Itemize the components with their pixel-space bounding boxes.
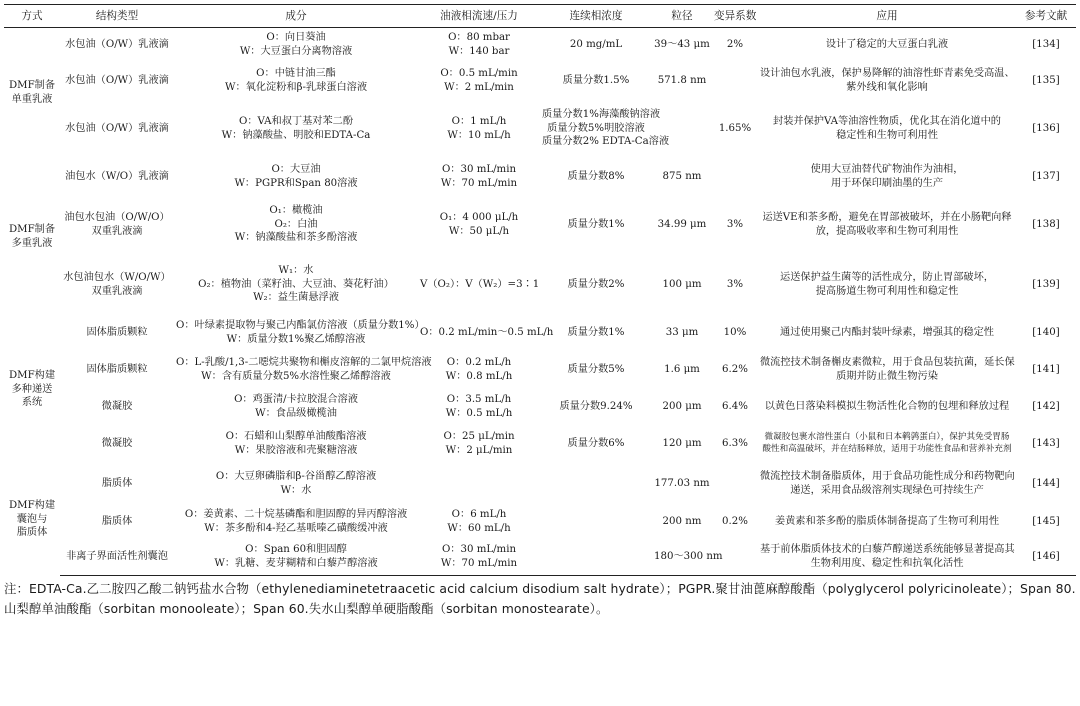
cell-line: 微凝胶 — [101, 400, 133, 412]
concentration-cell — [540, 158, 652, 196]
cell-line: W：乳糖、麦芽糊精和白藜芦醇溶液 — [214, 558, 378, 570]
cell-line: W：50 μL/h — [448, 225, 510, 237]
particle-size-cell: 200 nm — [662, 515, 702, 527]
cell-line: W：70 mL/min — [440, 558, 518, 570]
application-cell — [758, 350, 1016, 390]
cell-line: 基于前体脂质体技术的白藜芦醇递送系统能够显著提高其 — [760, 544, 1015, 556]
flow-rate-cell — [418, 350, 540, 390]
application-cell — [758, 424, 1016, 464]
cell-line: 质量分数1% — [567, 218, 625, 230]
cell-line: W：果胶溶液和壳聚糖溶液 — [234, 444, 358, 456]
flow-rate-cell — [418, 28, 540, 62]
cell-line: 囊泡与 — [16, 513, 48, 525]
cell-line: 水包油（O/W）乳液滴 — [65, 38, 169, 50]
application-cell — [758, 62, 1016, 100]
cell-line: W：0.8 mL/h — [445, 370, 513, 382]
cell-line: 酸性和高温破坏，并在结肠释放，适用于功能性食品和营养补充剂 — [762, 443, 1012, 454]
method-cell — [4, 158, 60, 316]
composition-cell — [174, 100, 418, 158]
reference-cell: [145] — [1032, 515, 1060, 527]
table-container — [4, 4, 1076, 618]
cell-line: O：80 mbar — [448, 31, 510, 43]
structure-type-cell — [60, 196, 174, 254]
cell-line: 质量分数9.24% — [559, 400, 633, 412]
cv-cell: 6.3% — [722, 437, 748, 449]
cell-line: 质量分数5%明胶溶液 — [547, 122, 645, 134]
cell-line: 水包油包水（W/O/W） — [63, 271, 171, 283]
cell-line: 双重乳液滴 — [91, 225, 143, 237]
cell-line: 质量分数8% — [567, 170, 625, 182]
cell-line: 固体脂质颗粒 — [86, 326, 148, 338]
cell-line: DMF构建 — [8, 369, 56, 381]
particle-size-cell: 39～43 μm — [654, 38, 710, 50]
flow-rate-cell — [418, 390, 540, 424]
reference-cell: [137] — [1032, 170, 1060, 182]
cell-line: 稳定性和生物可利用性 — [836, 129, 938, 141]
table-footnote: 注：EDTA-Ca.乙二胺四乙酸二钠钙盐水合物（ethylenediaminetetraacetic acid calcium disodium salt hydrate）；PGPR.聚甘油蓖麻醇酸酯（polyglycerol polyricinoleate）；Span 80.山梨醇单油酸酯（sorbitan monooleate）；Span 60.失水山梨醇单硬脂酸酯（sorbitan monostearate）。 — [4, 581, 1076, 616]
cell-line: 多种递送 — [11, 383, 53, 395]
table-row — [4, 350, 1076, 390]
application-cell — [758, 464, 1016, 504]
header-row — [4, 5, 1076, 28]
cell-line: 使用大豆油替代矿物油作为油相， — [810, 163, 964, 175]
reference-cell: [144] — [1032, 477, 1060, 489]
header-cell: 粒径 — [652, 5, 712, 28]
composition-cell — [174, 316, 425, 350]
particle-size-cell: 1.6 μm — [664, 363, 700, 375]
table-row — [4, 158, 1076, 196]
data-table — [4, 4, 1076, 576]
cell-line: 紫外线和氧化影响 — [846, 81, 928, 93]
structure-type-cell — [60, 316, 174, 350]
cell-line: W：60 mL/h — [447, 522, 511, 534]
cell-line: 质期并防止微生物污染 — [836, 370, 938, 382]
cell-line: W：140 bar — [448, 45, 510, 57]
particle-size-cell: 33 μm — [665, 326, 699, 338]
application-cell — [758, 316, 1016, 350]
application-cell — [758, 540, 1016, 576]
header-cell: 方式 — [4, 5, 60, 28]
cell-line: DMF制备 — [8, 79, 56, 91]
cv-cell — [712, 62, 758, 100]
composition-cell — [174, 424, 418, 464]
concentration-cell — [540, 390, 652, 424]
reference-cell: [135] — [1032, 74, 1060, 86]
cell-line: 放，提高吸收率和生物可利用性 — [815, 225, 959, 237]
cv-cell: 1.65% — [718, 122, 752, 134]
cell-line: 质量分数6% — [567, 437, 625, 449]
header-cell: 应用 — [758, 5, 1016, 28]
application-cell — [758, 254, 1016, 316]
composition-cell — [174, 158, 418, 196]
reference-cell: [141] — [1032, 363, 1060, 375]
cell-line: 用于环保印刷油墨的生产 — [830, 177, 944, 189]
cell-line: 系统 — [21, 397, 43, 409]
cell-line: W₂：益生菌悬浮液 — [253, 292, 339, 304]
cell-line: 运送VE和茶多酚，避免在胃部被破坏，并在小肠靶向释 — [762, 211, 1012, 223]
application-cell — [758, 158, 1016, 196]
application-cell — [758, 196, 1016, 254]
structure-type-cell — [60, 390, 174, 424]
particle-size-cell: 571.8 nm — [657, 74, 707, 86]
cell-line: O：0.2 mL/h — [446, 356, 512, 368]
cell-line: O₁：4 000 μL/h — [439, 211, 519, 223]
reference-cell: [134] — [1032, 38, 1060, 50]
cell-line: 脂质体 — [101, 477, 133, 489]
cv-cell: 0.2% — [722, 515, 748, 527]
application-cell — [758, 390, 1016, 424]
table-row — [4, 424, 1076, 464]
flow-rate-cell — [418, 196, 540, 254]
cv-cell: 10% — [723, 326, 747, 338]
concentration-cell — [540, 350, 652, 390]
cell-line: O：鸡蛋清/卡拉胶混合溶液 — [234, 393, 358, 405]
cell-line: W：水 — [280, 484, 312, 496]
composition-cell — [174, 254, 418, 316]
cell-line: DMF构建 — [8, 499, 56, 511]
composition-cell — [174, 196, 418, 254]
cell-line: W：2 mL/min — [444, 81, 514, 93]
cell-line: W：钠藻酸盐和茶多酚溶液 — [234, 232, 358, 244]
cell-line: 脂质体 — [16, 527, 48, 539]
flow-rate-cell — [418, 254, 540, 316]
table-row — [4, 196, 1076, 254]
header-cell: 参考文献 — [1016, 5, 1076, 28]
cv-cell: 3% — [726, 278, 744, 290]
application-cell — [758, 28, 1016, 62]
cell-line: O：30 mL/min — [441, 163, 517, 175]
cell-line: 质量分数1% — [567, 326, 625, 338]
cv-cell: 2% — [726, 38, 744, 50]
cell-line: O：30 mL/min — [441, 544, 517, 556]
composition-cell — [174, 464, 418, 504]
cell-line: 微流控技术制备脂质体，用于食品功能性成分和药物靶向 — [760, 470, 1015, 482]
cell-line: W：质量分数1%聚乙烯醇溶液 — [226, 333, 366, 345]
cv-cell: 6.4% — [722, 400, 748, 412]
particle-size-cell — [652, 100, 712, 158]
reference-cell: [140] — [1032, 326, 1060, 338]
structure-type-cell — [60, 350, 174, 390]
application-cell — [758, 100, 1016, 158]
application-cell — [758, 504, 1016, 540]
cell-line: 质量分数1.5% — [562, 74, 630, 86]
table-row — [4, 28, 1076, 62]
concentration-cell — [540, 100, 670, 158]
reference-cell: [138] — [1032, 218, 1060, 230]
table-body — [4, 28, 1076, 576]
cell-line: O：中链甘油三酯 — [256, 67, 336, 79]
cell-line: O：VA和叔丁基对苯二酚 — [238, 115, 354, 127]
table-row — [4, 62, 1076, 100]
particle-size-cell: 875 nm — [662, 170, 702, 182]
structure-type-cell — [60, 28, 174, 62]
structure-type-cell — [60, 540, 174, 576]
cell-line: W：0.5 mL/h — [445, 407, 513, 419]
cell-line: DMF制备 — [8, 223, 56, 235]
cell-line: 质量分数2% — [567, 278, 625, 290]
cell-line: V（O₂）：V（W₂）=3∶1 — [420, 278, 540, 290]
concentration-cell — [540, 504, 652, 540]
cell-line: W：含有质量分数5%水溶性聚乙烯醇溶液 — [201, 370, 391, 382]
reference-cell: [136] — [1032, 122, 1060, 134]
cell-line: 水包油（O/W）乳液滴 — [65, 74, 169, 86]
cell-line: 微凝胶 — [101, 437, 133, 449]
composition-cell — [174, 350, 432, 390]
structure-type-cell — [60, 62, 174, 100]
table-row — [4, 390, 1076, 424]
cell-line: 多重乳液 — [11, 237, 53, 249]
reference-cell: [139] — [1032, 278, 1060, 290]
cell-line: O：叶绿素提取物与聚己内酯氯仿溶液（质量分数1%） — [176, 319, 425, 331]
particle-size-cell: 200 μm — [662, 400, 702, 412]
cell-line: O：向日葵油 — [266, 31, 326, 43]
particle-size-cell: 34.99 μm — [657, 218, 707, 230]
cell-line: W：大豆蛋白分离物溶液 — [239, 45, 353, 57]
flow-rate-cell — [418, 464, 540, 504]
method-cell — [4, 28, 60, 158]
cell-line: 20 mg/mL — [569, 38, 623, 50]
concentration-cell — [540, 316, 652, 350]
particle-size-cell: 100 μm — [662, 278, 702, 290]
cell-line: 通过使用聚己内酯封装叶绿素，增强其的稳定性 — [780, 326, 994, 338]
cell-line: O：1 mL/h — [451, 115, 507, 127]
concentration-cell — [540, 196, 652, 254]
cell-line: W：2 μL/min — [445, 444, 513, 456]
cell-line: 质量分数1%海藻酸钠溶液 — [542, 108, 661, 120]
cell-line: 封装并保护VA等油溶性物质，优化其在消化道中的 — [773, 115, 1001, 127]
cell-line: O：6 mL/h — [451, 508, 507, 520]
cell-line: O₂：植物油（菜籽油、大豆油、葵花籽油） — [198, 278, 394, 290]
concentration-cell — [540, 254, 652, 316]
cell-line: W：70 mL/min — [440, 177, 518, 189]
cell-line: 水包油（O/W）乳液滴 — [65, 122, 169, 134]
cell-line: W：钠藻酸盐、明胶和EDTA-Ca — [221, 129, 371, 141]
header-cell: 变异系数 — [712, 5, 758, 28]
header-cell: 成分 — [174, 5, 418, 28]
concentration-cell — [540, 464, 652, 504]
cell-line: W：茶多酚和4-羟乙基哌嗪乙磺酸缓冲液 — [204, 522, 388, 534]
header-cell: 油液相流速/压力 — [418, 5, 540, 28]
cell-line: 脂质体 — [101, 515, 133, 527]
flow-rate-cell — [418, 504, 540, 540]
cell-line: O：大豆油 — [271, 163, 321, 175]
flow-rate-cell — [418, 540, 540, 576]
cell-line: 油包水（W/O）乳液滴 — [65, 170, 169, 182]
reference-cell: [146] — [1016, 540, 1076, 576]
concentration-cell — [540, 424, 652, 464]
cv-cell: 6.2% — [722, 363, 748, 375]
cell-line: 递送，采用食品级溶剂实现绿色可持续生产 — [790, 484, 984, 496]
flow-rate-cell — [418, 424, 540, 464]
cv-cell — [712, 464, 758, 504]
cell-line: O：石蜡和山梨醇单油酸酯溶液 — [225, 430, 367, 442]
table-row — [4, 504, 1076, 540]
flow-rate-cell — [418, 62, 540, 100]
cell-line: O：3.5 mL/h — [446, 393, 512, 405]
composition-cell — [174, 540, 418, 576]
particle-size-cell: 177.03 nm — [654, 477, 710, 489]
cell-line: 质量分数5% — [567, 363, 625, 375]
table-row — [4, 540, 1076, 576]
concentration-cell — [540, 28, 652, 62]
particle-size-cell: 120 μm — [662, 437, 702, 449]
cv-cell: 3% — [726, 218, 744, 230]
concentration-cell — [540, 540, 652, 576]
cell-line: O：0.2 mL/min～0.5 mL/h — [420, 326, 554, 338]
cell-line: 运送保护益生菌等的活性成分，防止胃部破坏， — [780, 271, 994, 283]
cell-line: W：氧化淀粉和β-乳球蛋白溶液 — [224, 81, 368, 93]
reference-cell: [143] — [1032, 437, 1060, 449]
header-cell: 连续相浓度 — [540, 5, 652, 28]
structure-type-cell — [60, 504, 174, 540]
cell-line: 以黄色日落染料模拟生物活性化合物的包埋和释放过程 — [764, 400, 1010, 412]
cell-line: 设计了稳定的大豆蛋白乳液 — [825, 38, 949, 50]
flow-rate-cell — [418, 316, 554, 350]
cell-line: 微凝胶包裹水溶性蛋白（小鼠和日本鹌鹑蛋白），保护其免受胃肠 — [764, 431, 1010, 442]
cell-line: O：0.5 mL/min — [440, 67, 518, 79]
composition-cell — [174, 390, 418, 424]
reference-cell: [142] — [1032, 400, 1060, 412]
header-cell: 结构类型 — [60, 5, 174, 28]
cell-line: 姜黄素和茶多酚的脂质体制备提高了生物可利用性 — [774, 515, 1000, 527]
cell-line: W：食品级橄榄油 — [255, 407, 337, 419]
cell-line: 固体脂质颗粒 — [86, 363, 148, 375]
flow-rate-cell — [418, 100, 540, 158]
cell-line: O₁：橄榄油 — [269, 204, 323, 216]
cell-line: O：25 μL/min — [443, 430, 515, 442]
composition-cell — [174, 28, 418, 62]
table-row — [4, 254, 1076, 316]
structure-type-cell — [60, 254, 174, 316]
concentration-cell — [540, 62, 652, 100]
cell-line: O：Span 60和胆固醇 — [245, 544, 347, 556]
table-row — [4, 100, 1076, 158]
structure-type-cell — [60, 464, 174, 504]
structure-type-cell — [60, 424, 174, 464]
cell-line: 双重乳液滴 — [91, 285, 143, 297]
cell-line: O：L-乳酸/1,3-二噁烷共聚物和槲皮溶解的二氯甲烷溶液 — [176, 356, 432, 368]
composition-cell — [174, 504, 418, 540]
table-row — [4, 316, 1076, 350]
cell-line: 油包水包油（O/W/O） — [64, 211, 170, 223]
cell-line: 微流控技术制备槲皮素微粒，用于食品包装抗菌，延长保 — [760, 356, 1015, 368]
composition-cell — [174, 62, 418, 100]
structure-type-cell — [60, 100, 174, 158]
cell-line: W：10 mL/h — [447, 129, 511, 141]
cell-line: W：PGPR和Span 80溶液 — [234, 177, 358, 189]
cell-line: 单重乳液 — [11, 93, 53, 105]
cell-line: O：大豆卵磷脂和β-谷甾醇乙醇溶液 — [215, 470, 377, 482]
cell-line: 非离子界面活性剂囊泡 — [66, 551, 168, 563]
method-cell — [4, 316, 60, 464]
structure-type-cell — [60, 158, 174, 196]
method-cell — [4, 464, 60, 576]
cell-line: 设计油包水乳液，保护易降解的油溶性虾青素免受高温、 — [760, 67, 1015, 79]
cell-line: O₂：白油 — [274, 218, 318, 230]
flow-rate-cell — [418, 158, 540, 196]
table-row — [4, 464, 1076, 504]
cell-line: 质量分数2% EDTA-Ca溶液 — [542, 136, 670, 148]
cell-line: 提高肠道生物可利用性和稳定性 — [815, 285, 959, 297]
cell-line: O：姜黄素、二十烷基磷酯和胆固醇的异丙醇溶液 — [184, 508, 408, 520]
cell-line: 生物利用度、稳定性和抗氧化活性 — [810, 558, 964, 570]
cv-cell — [712, 158, 758, 196]
particle-size-cell: 180～300 nm — [652, 540, 712, 576]
cell-line: W₁：水 — [278, 264, 314, 276]
